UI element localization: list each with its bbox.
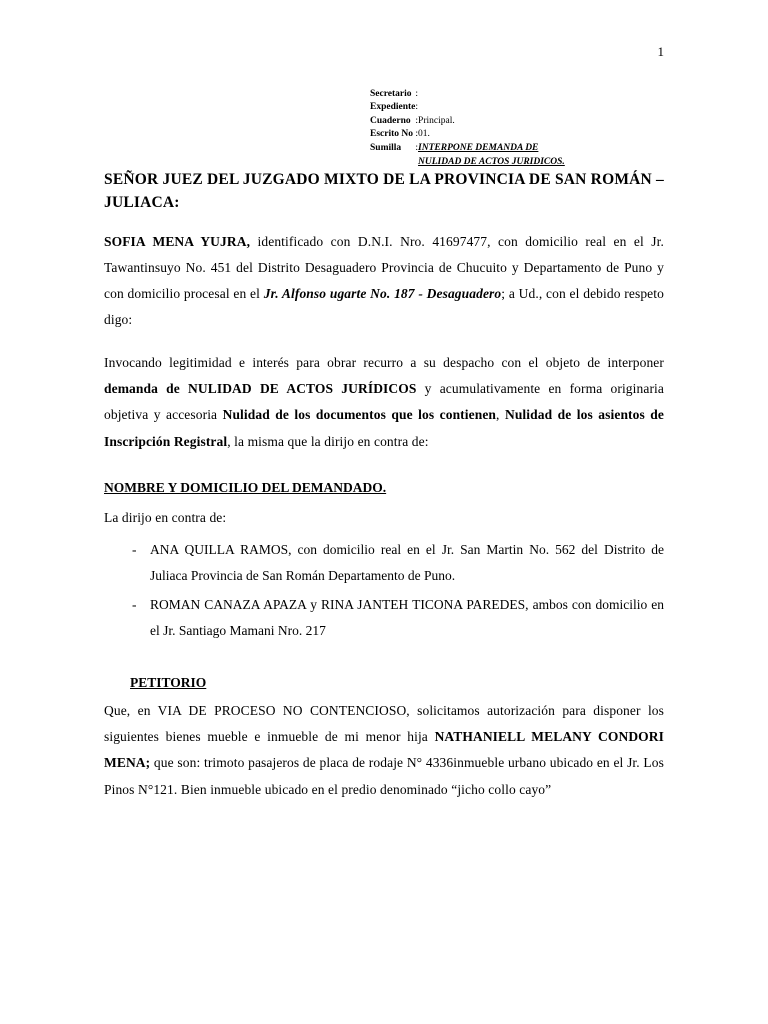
petitioner-name: SOFIA MENA YUJRA, bbox=[104, 233, 251, 249]
paragraph-intro bbox=[104, 229, 664, 334]
document-meta-block bbox=[370, 88, 565, 169]
meta-sep-cuaderno: : bbox=[415, 115, 419, 126]
paragraph-objeto-t4: , la misma que la dirijo en contra de: bbox=[227, 433, 429, 449]
meta-label-escrito-no: Escrito No bbox=[370, 129, 414, 140]
meta-sep-escrito-no: : bbox=[415, 129, 419, 140]
paragraph-objeto bbox=[104, 350, 664, 455]
meta-value-escrito-no: 01. bbox=[418, 129, 430, 140]
paragraph-objeto-t1: Invocando legitimidad e interés para obrar recurro a su despacho con el objeto de interponer bbox=[104, 354, 664, 370]
document-body bbox=[104, 168, 664, 819]
section-heading-petitorio: PETITORIO bbox=[130, 675, 207, 691]
meta-value-cuaderno: Principal. bbox=[418, 115, 455, 126]
meta-row-cuaderno bbox=[370, 115, 565, 128]
page-title: SEÑOR JUEZ DEL JUZGADO MIXTO DE LA PROVINCIA DE SAN ROMÁN – JULIACA: bbox=[104, 171, 664, 212]
meta-value-expediente bbox=[418, 101, 565, 114]
meta-sep-sumilla: : bbox=[415, 142, 419, 153]
meta-value-sumilla: INTERPONE DEMANDA DE bbox=[418, 142, 539, 153]
meta-value-secretario bbox=[418, 88, 565, 101]
list-item-label: ROMAN CANAZA APAZA y RINA JANTEH TICONA PAREDES, ambos con domicilio en el Jr. Santiago Mamani Nro. 217 bbox=[150, 596, 664, 638]
section-heading-demandado: NOMBRE Y DOMICILIO DEL DEMANDADO. bbox=[104, 480, 387, 495]
paragraph-petitorio-t1: Que, en VIA DE PROCESO NO CONTENCIOSO, solicitamos autorización para disponer los siguientes bienes mueble e inmueble de mi menor hija bbox=[104, 702, 664, 745]
meta-label-sumilla: Sumilla bbox=[370, 142, 402, 153]
paragraph-objeto-b3: Nulidad de los asientos de Inscripción Registral bbox=[104, 407, 664, 449]
paragraph-petitorio-t2: que son: trimoto pasajeros de placa de rodaje N° 4336inmueble urbano ubicado en el Jr. Los Pinos N°121. Bien inmueble ubicado en el predio denominado “jicho collo cayo” bbox=[104, 755, 664, 797]
meta-label-secretario: Secretario bbox=[370, 89, 412, 99]
paragraph-demandado-lead: La dirijo en contra de: bbox=[104, 509, 227, 525]
meta-row-escrito-no bbox=[370, 128, 565, 141]
meta-value-sumilla-line2: NULIDAD DE ACTOS JURIDICOS. bbox=[418, 156, 565, 167]
meta-row-expediente bbox=[370, 101, 565, 114]
minor-child-name: NATHANIELL MELANY CONDORI MENA; bbox=[104, 729, 664, 771]
meta-row-sumilla bbox=[370, 142, 565, 156]
paragraph-objeto-t3: , bbox=[496, 407, 505, 423]
demandado-list bbox=[104, 537, 664, 644]
meta-sep-secretario: : bbox=[415, 89, 419, 99]
meta-label-expediente: Expediente bbox=[370, 102, 416, 113]
list-item-label: ANA QUILLA RAMOS, con domicilio real en el Jr. San Martin No. 562 del Distrito de Juliaca Provincia de San Román Departamento de Puno. bbox=[150, 541, 664, 584]
meta-row-secretario bbox=[370, 88, 565, 101]
paragraph-objeto-b2: Nulidad de los documentos que los contienen bbox=[222, 407, 497, 423]
meta-label-cuaderno: Cuaderno bbox=[370, 115, 411, 126]
paragraph-objeto-t2: y acumulativamente en forma originaria objetiva y accesoria bbox=[104, 381, 664, 423]
dash-bullet-icon: - bbox=[132, 541, 137, 557]
paragraph-intro-text-1: identificado con D.N.I. Nro. 41697477, con domicilio real en el Jr. Tawantinsuyo No. 451 del Distrito Desaguadero Provincia de Chucuito y Departamento de Puno y con domicilio procesal en el bbox=[104, 233, 664, 302]
page-number: 1 bbox=[657, 44, 664, 59]
paragraph-intro-text-2: ; a Ud., con el debido respeto digo: bbox=[104, 286, 664, 328]
list-item bbox=[104, 537, 664, 590]
paragraph-objeto-b1: demanda de NULIDAD DE ACTOS JURÍDICOS bbox=[104, 381, 417, 397]
meta-sep-expediente: : bbox=[415, 102, 419, 113]
dash-bullet-icon: - bbox=[132, 596, 137, 612]
meta-table bbox=[370, 88, 565, 169]
paragraph-petitorio bbox=[104, 698, 664, 803]
procesal-address: Jr. Alfonso ugarte No. 187 - Desaguadero bbox=[263, 286, 502, 302]
list-item bbox=[104, 592, 664, 645]
